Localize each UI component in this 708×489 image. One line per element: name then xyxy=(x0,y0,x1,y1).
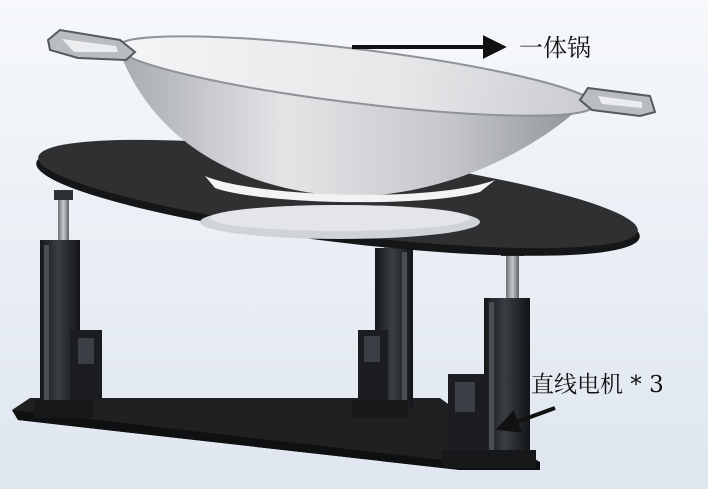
pot-label: 一体锅 xyxy=(519,34,591,62)
motor-label: 直线电机 * 3 xyxy=(531,372,664,398)
